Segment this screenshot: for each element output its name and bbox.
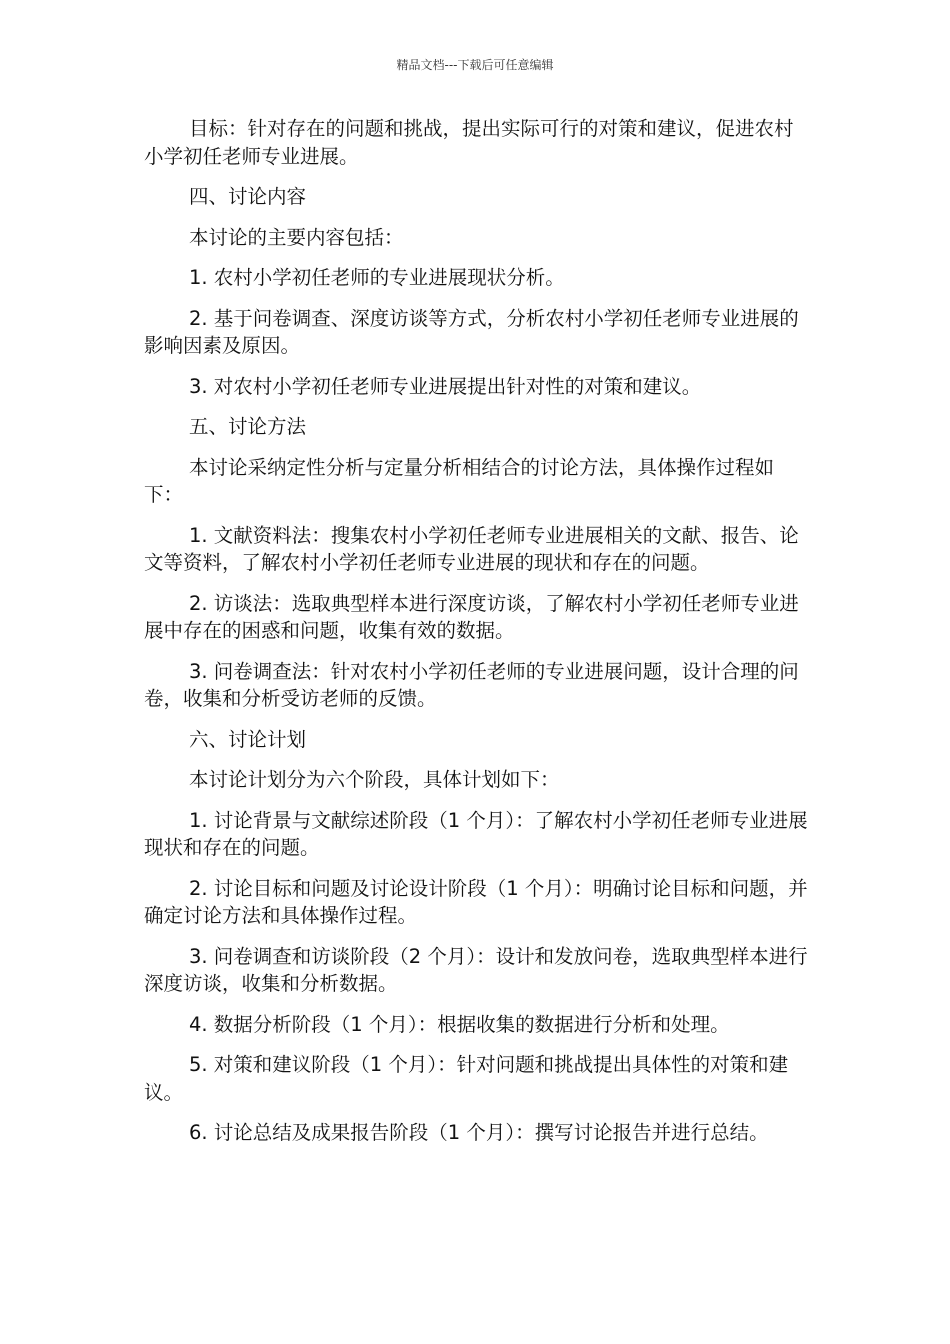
paragraph-goal: 目标：针对存在的问题和挑战，提出实际可行的对策和建议，促进农村小学初任老师专业进展。 bbox=[144, 117, 794, 168]
section-heading-method: 五、讨论方法 bbox=[189, 415, 307, 438]
paragraph: 本讨论采纳定性分析与定量分析相结合的讨论方法，具体操作过程如下： bbox=[144, 455, 775, 506]
list-item: 1. 文献资料法：搜集农村小学初任老师专业进展相关的文献、报告、论文等资料，了解农村小学初任老师专业进展的现状和存在的问题。 bbox=[144, 523, 799, 574]
list-item: 6. 讨论总结及成果报告阶段（1 个月）：撰写讨论报告并进行总结。 bbox=[189, 1121, 769, 1144]
list-item: 3. 对农村小学初任老师专业进展提出针对性的对策和建议。 bbox=[189, 374, 702, 398]
list-item: 5. 对策和建议阶段（1 个月）：针对问题和挑战提出具体性的对策和建议。 bbox=[144, 1053, 789, 1104]
paragraph: 本讨论的主要内容包括： bbox=[189, 225, 404, 249]
list-item: 1. 讨论背景与文献综述阶段（1 个月）：了解农村小学初任老师专业进展现状和存在的问题。 bbox=[144, 808, 808, 859]
list-item: 1. 农村小学初任老师的专业进展现状分析。 bbox=[189, 266, 565, 289]
document-body bbox=[144, 115, 809, 1160]
list-item: 3. 问卷调查法：针对农村小学初任老师的专业进展问题，设计合理的问卷，收集和分析受访老师的反馈。 bbox=[144, 659, 799, 710]
list-item: 2. 访谈法：选取典型样本进行深度访谈，了解农村小学初任老师专业进展中存在的困惑和问题，收集有效的数据。 bbox=[144, 591, 799, 642]
list-item: 3. 问卷调查和访谈阶段（2 个月）：设计和发放问卷，选取典型样本进行深度访谈，收集和分析数据。 bbox=[144, 944, 808, 995]
list-item: 4. 数据分析阶段（1 个月）：根据收集的数据进行分析和处理。 bbox=[189, 1012, 730, 1036]
page-header: 精品文档---下载后可任意编辑 bbox=[396, 58, 554, 72]
section-heading-content: 四、讨论内容 bbox=[189, 185, 307, 208]
section-heading-plan: 六、讨论计划 bbox=[189, 727, 307, 751]
list-item: 2. 基于问卷调查、深度访谈等方式，分析农村小学初任老师专业进展的影响因素及原因。 bbox=[144, 306, 799, 357]
paragraph: 本讨论计划分为六个阶段，具体计划如下： bbox=[189, 768, 560, 791]
list-item: 2. 讨论目标和问题及讨论设计阶段（1 个月）：明确讨论目标和问题，并确定讨论方法和具体操作过程。 bbox=[144, 876, 808, 927]
